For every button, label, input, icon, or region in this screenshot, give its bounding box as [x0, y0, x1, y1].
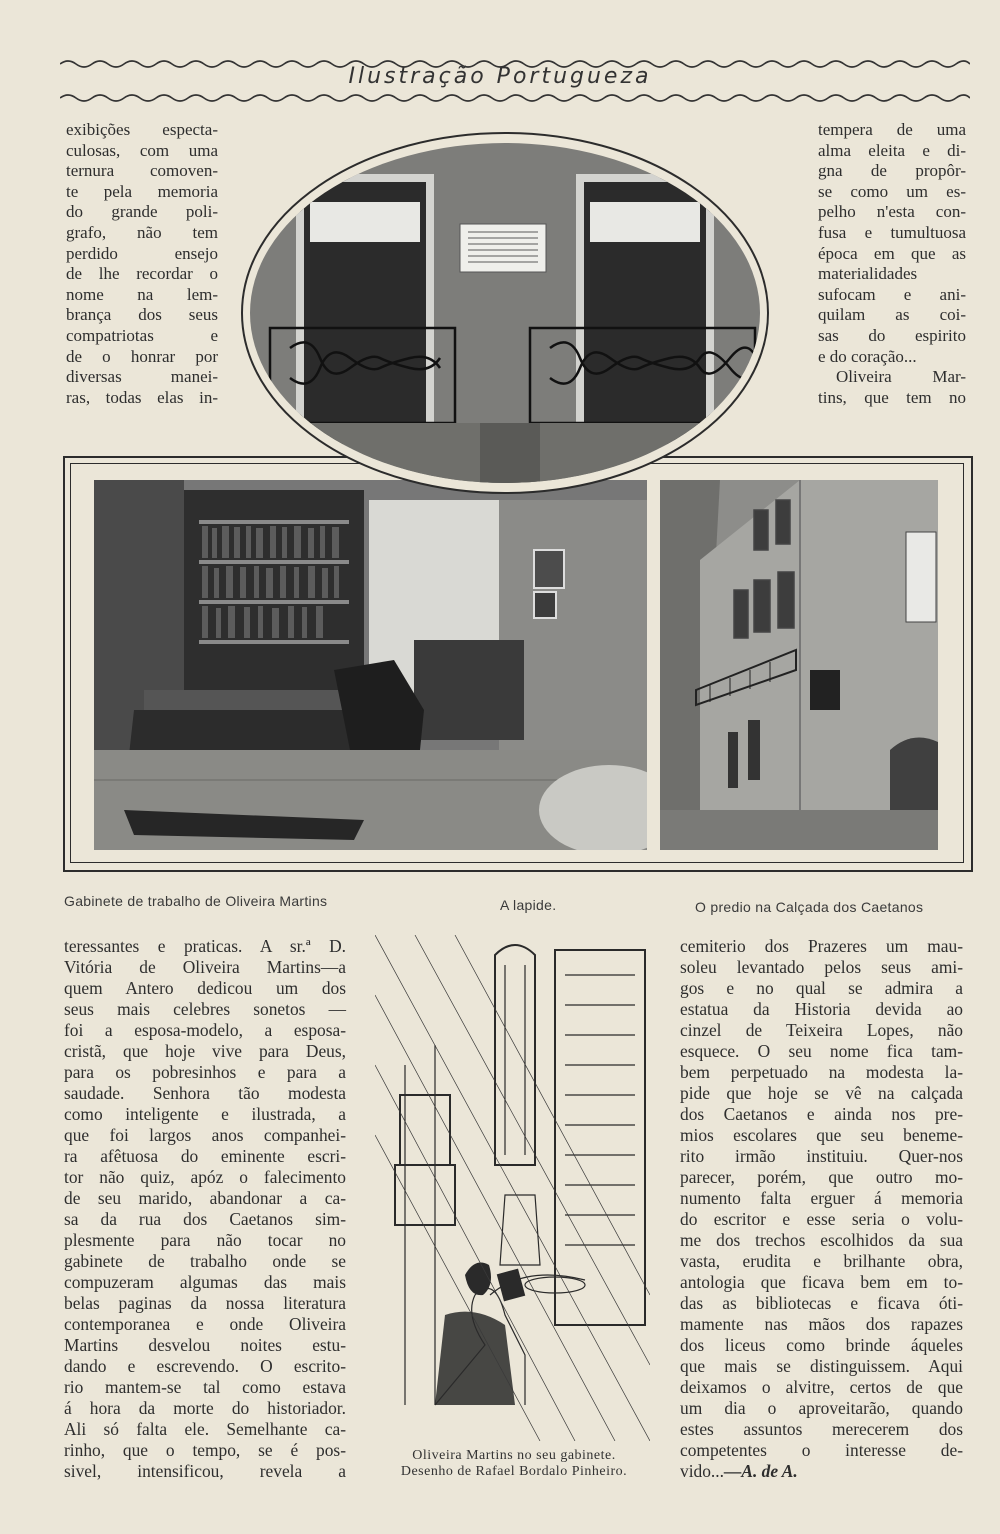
- text-line: esquece. O seu nome fica tam-: [680, 1041, 963, 1061]
- text-line: competentes o interesse de-: [680, 1440, 963, 1460]
- text-line: rito irmão instituiu. Quer-nos: [680, 1146, 963, 1166]
- text-line: foi a esposa-modelo, a esposa-: [64, 1020, 346, 1040]
- plaque-photo-oval: [240, 128, 770, 498]
- text-line: me dos trechos escolhidos da sua: [680, 1230, 963, 1250]
- caption-study: Gabinete de trabalho de Oliveira Martins: [64, 893, 328, 909]
- final-words: vido...: [680, 1461, 724, 1481]
- text-line: vasta, erudita e brilhante obra,: [680, 1251, 963, 1271]
- text-line: estatua da Historia devida ao: [680, 999, 963, 1019]
- top-left-column: [66, 120, 218, 408]
- text-line: dando e escrevendo. O escrito-: [64, 1356, 346, 1376]
- text-line: teressantes e praticas. A sr.ª D.: [64, 936, 346, 956]
- text-line: ternura comoven-: [66, 161, 218, 181]
- text-line: belas paginas da nossa literatura: [64, 1293, 346, 1313]
- text-line: brança dos seus: [66, 305, 218, 325]
- text-line: como inteligente e ilustrada, a: [64, 1104, 346, 1124]
- text-line: materialidades: [818, 264, 918, 284]
- text-line: gabinete de trabalho onde se: [64, 1251, 346, 1271]
- text-line: Oliveira Mar-: [836, 367, 966, 387]
- text-line: deixamos o alvitre, certos de que: [680, 1377, 963, 1397]
- text-line: exibições espectа-: [66, 120, 218, 139]
- text-line: antologia que ficava bem em to-: [680, 1272, 963, 1292]
- text-line: rio mantem-se tal como estava: [64, 1377, 346, 1397]
- text-line: gos e no qual se admira a: [680, 978, 963, 998]
- text-line: grafo, não tem: [66, 222, 218, 242]
- caption-plaque: A lapide.: [500, 897, 557, 913]
- text-line: mios escolares que seu beneme-: [680, 1125, 963, 1145]
- text-line: do escritor e esse seria o volu-: [680, 1209, 963, 1229]
- text-line: de lhe recordar o: [66, 264, 218, 284]
- text-line: perdido ensejo: [66, 243, 218, 263]
- text-line: pide que hoje se vê na calçada: [680, 1083, 963, 1103]
- text-line: contemporanea e onde Oliveira: [64, 1314, 346, 1334]
- text-line: cemiterio dos Prazeres um mau-: [680, 936, 963, 956]
- text-line: soleu levantado pelos seus ami-: [680, 957, 963, 977]
- text-line: Ali só falta ele. Semelhante ca-: [64, 1419, 346, 1439]
- text-line: parecer, porém, que outro mo-: [680, 1167, 963, 1187]
- text-line: fusa e tumultuosa: [818, 222, 966, 242]
- text-line: sa da rua dos Caetanos sim-: [64, 1209, 346, 1229]
- text-line: bem perpetuado na modesta la-: [680, 1062, 963, 1082]
- bottom-left-column: [64, 936, 346, 1482]
- text-line: do grande poli-: [66, 202, 218, 222]
- text-line-final: [680, 1461, 963, 1482]
- text-line: te pela memoria: [66, 181, 218, 201]
- text-line: para os pobresinhos e para a: [64, 1062, 346, 1082]
- text-line: quem Antero dedicou um dos: [64, 978, 346, 998]
- text-line: estes assuntos merecerem dos: [680, 1419, 963, 1439]
- text-line: saudade. Senhora tão modesta: [64, 1083, 346, 1103]
- study-photo: [94, 480, 647, 850]
- text-line: cinzel de Teixeira Lopes, não: [680, 1020, 963, 1040]
- text-line: Martins desvelou noites estu-: [64, 1335, 346, 1355]
- text-line: numento falta erguer á memoria: [680, 1188, 963, 1208]
- text-line: culosas, com uma: [66, 140, 218, 160]
- text-line: época em que as: [818, 243, 966, 263]
- header-bottom-rule: [60, 90, 970, 106]
- text-line: alma eleita e di-: [818, 140, 966, 160]
- text-line: dos Caetanos e ainda nos pre-: [680, 1104, 963, 1124]
- caption-building: O predio na Calçada dos Caetanos: [695, 899, 924, 915]
- author-signature: —A. de A.: [723, 1461, 798, 1481]
- text-line: compatriotas e: [66, 325, 218, 345]
- text-line: um dia o aproveitarão, quando: [680, 1398, 963, 1418]
- text-line: tor não quiz, apóz o falecimento: [64, 1167, 346, 1187]
- text-line: tins, que tem no: [818, 387, 966, 407]
- text-line: tempera de uma: [818, 120, 966, 139]
- text-line: sas do espirito: [818, 325, 966, 345]
- text-line: sufocam e ani-: [818, 284, 966, 304]
- plaque-photo: [240, 128, 770, 498]
- illustration-caption-line: Oliveira Martins no seu gabinete.: [412, 1448, 616, 1463]
- text-line: e do coração...: [818, 346, 917, 366]
- text-line: se como um es-: [818, 181, 966, 201]
- bordalo-drawing: [375, 935, 650, 1441]
- top-right-column: [818, 120, 966, 408]
- text-line: Vitória de Oliveira Martins—a: [64, 957, 346, 977]
- text-line: de seu marido, abandonar a ca-: [64, 1188, 346, 1208]
- text-line: rinho, que o tempo, se é pos-: [64, 1440, 346, 1460]
- text-line: compuzeram algumas das mais: [64, 1272, 346, 1292]
- text-line: que mais se distinguissem. Aqui: [680, 1356, 963, 1376]
- text-line: que foi largos anos companhei-: [64, 1125, 346, 1145]
- text-line: cristã, que hoje vive para Deus,: [64, 1041, 346, 1061]
- text-line: pelho n'esta con-: [818, 202, 966, 222]
- bottom-right-column: [680, 936, 963, 1482]
- text-line: dos liceus como brinde áqueles: [680, 1335, 963, 1355]
- text-line: diversas manei-: [66, 367, 218, 387]
- text-line: plesmente para não tocar no: [64, 1230, 346, 1250]
- text-line: quilam as coi-: [818, 305, 966, 325]
- text-line: sivel, intensificou, revela a: [64, 1461, 346, 1481]
- text-line: nome na lem-: [66, 284, 218, 304]
- text-line: seus mais celebres sonetos —: [64, 999, 346, 1019]
- text-line: das as bibliotecas e ficava óti-: [680, 1293, 963, 1313]
- text-line: de o honrar por: [66, 346, 218, 366]
- text-line: ras, todas elas in-: [66, 387, 218, 407]
- building-photo: [660, 480, 938, 850]
- text-line: ra afêtuosa do eminente escri-: [64, 1146, 346, 1166]
- masthead-title: Ilustração Portugueza: [348, 64, 652, 89]
- text-line: mamente nas mãos dos rapazes: [680, 1314, 963, 1334]
- text-line: á hora da morte do historiador.: [64, 1398, 346, 1418]
- illustration-caption-line: Desenho de Rafael Bordalo Pinheiro.: [400, 1464, 628, 1479]
- text-line: gna de propôr-: [818, 161, 966, 181]
- illustration-caption: [369, 1448, 659, 1480]
